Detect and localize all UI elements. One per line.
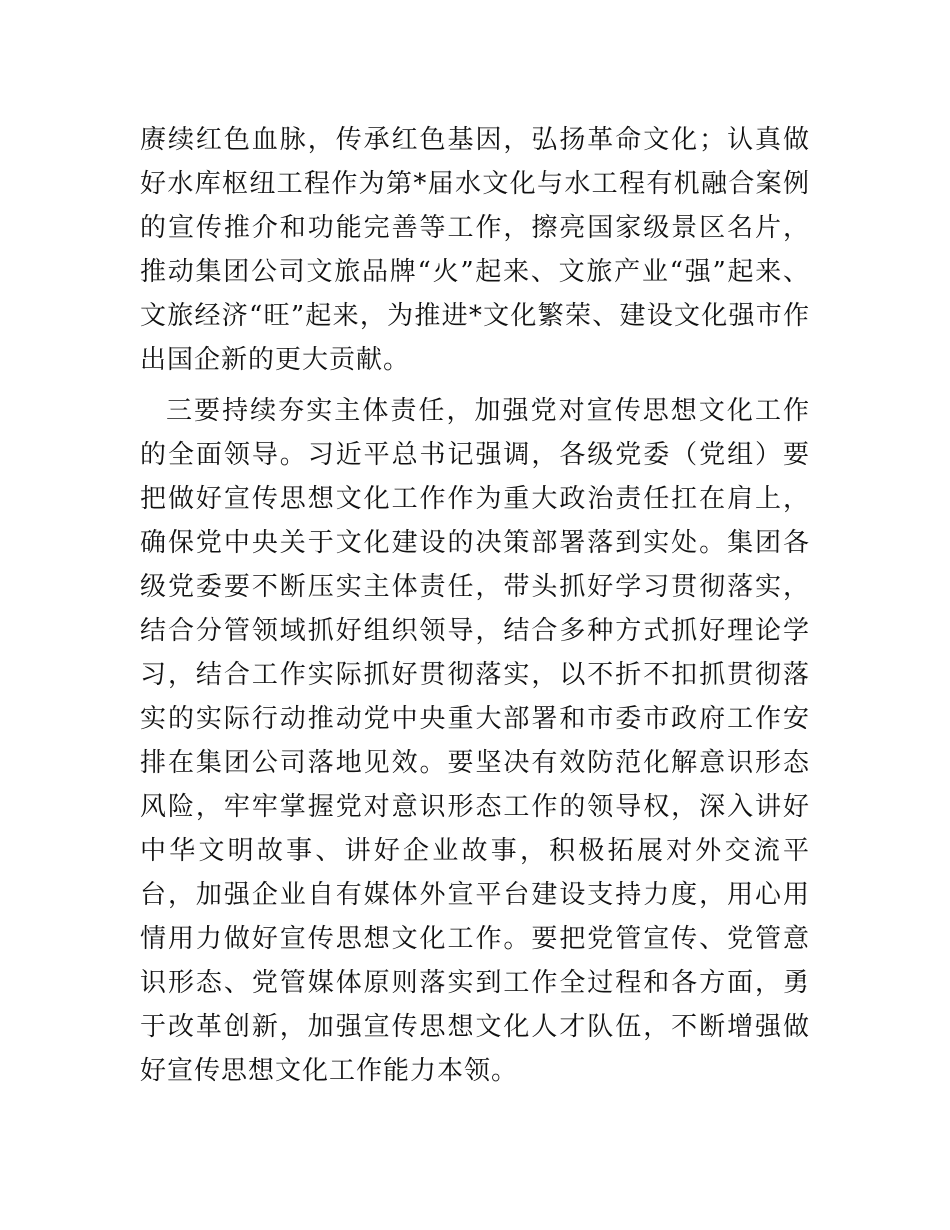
paragraph-continued: 赓续红色血脉，传承红色基因，弘扬革命文化；认真做好水库枢纽工程作为第*届水文化与水工程有机融合案例的宣传推介和功能完善等工作，擦亮国家级景区名片，推动集团公司文旅品牌“火”起来、文旅产业“强”起来、文旅经济“旺”起来，为推进*文化繁荣、建设文化强市作出国企新的更大贡献。 (140, 125, 810, 375)
paragraph-responsibility: 三要持续夯实主体责任，加强党对宣传思想文化工作的全面领导。习近平总书记强调，各级党委（党组）要把做好宣传思想文化工作作为重大政治责任扛在肩上，确保党中央关于文化建设的决策部署落到实处。集团各级党委要不断压实主体责任，带头抓好学习贯彻落实，结合分管领域抓好组织领导，结合多种方式抓好理论学习，结合工作实际抓好贯彻落实，以不折不扣抓贯彻落实的实际行动推动党中央重大部署和市委市政府工作安排在集团公司落地见效。要坚决有效防范化解意识形态风险，牢牢掌握党对意识形态工作的领导权，深入讲好中华文明故事、讲好企业故事，积极拓展对外交流平台，加强企业自有媒体外宣平台建设支持力度，用心用情用力做好宣传思想文化工作。要把党管宣传、党管意识形态、党管媒体原则落实到工作全过程和各方面，勇于改革创新，加强宣传思想文化人才队伍，不断增强做好宣传思想文化工作能力本领。 (140, 396, 810, 1086)
document-body (140, 118, 810, 1093)
